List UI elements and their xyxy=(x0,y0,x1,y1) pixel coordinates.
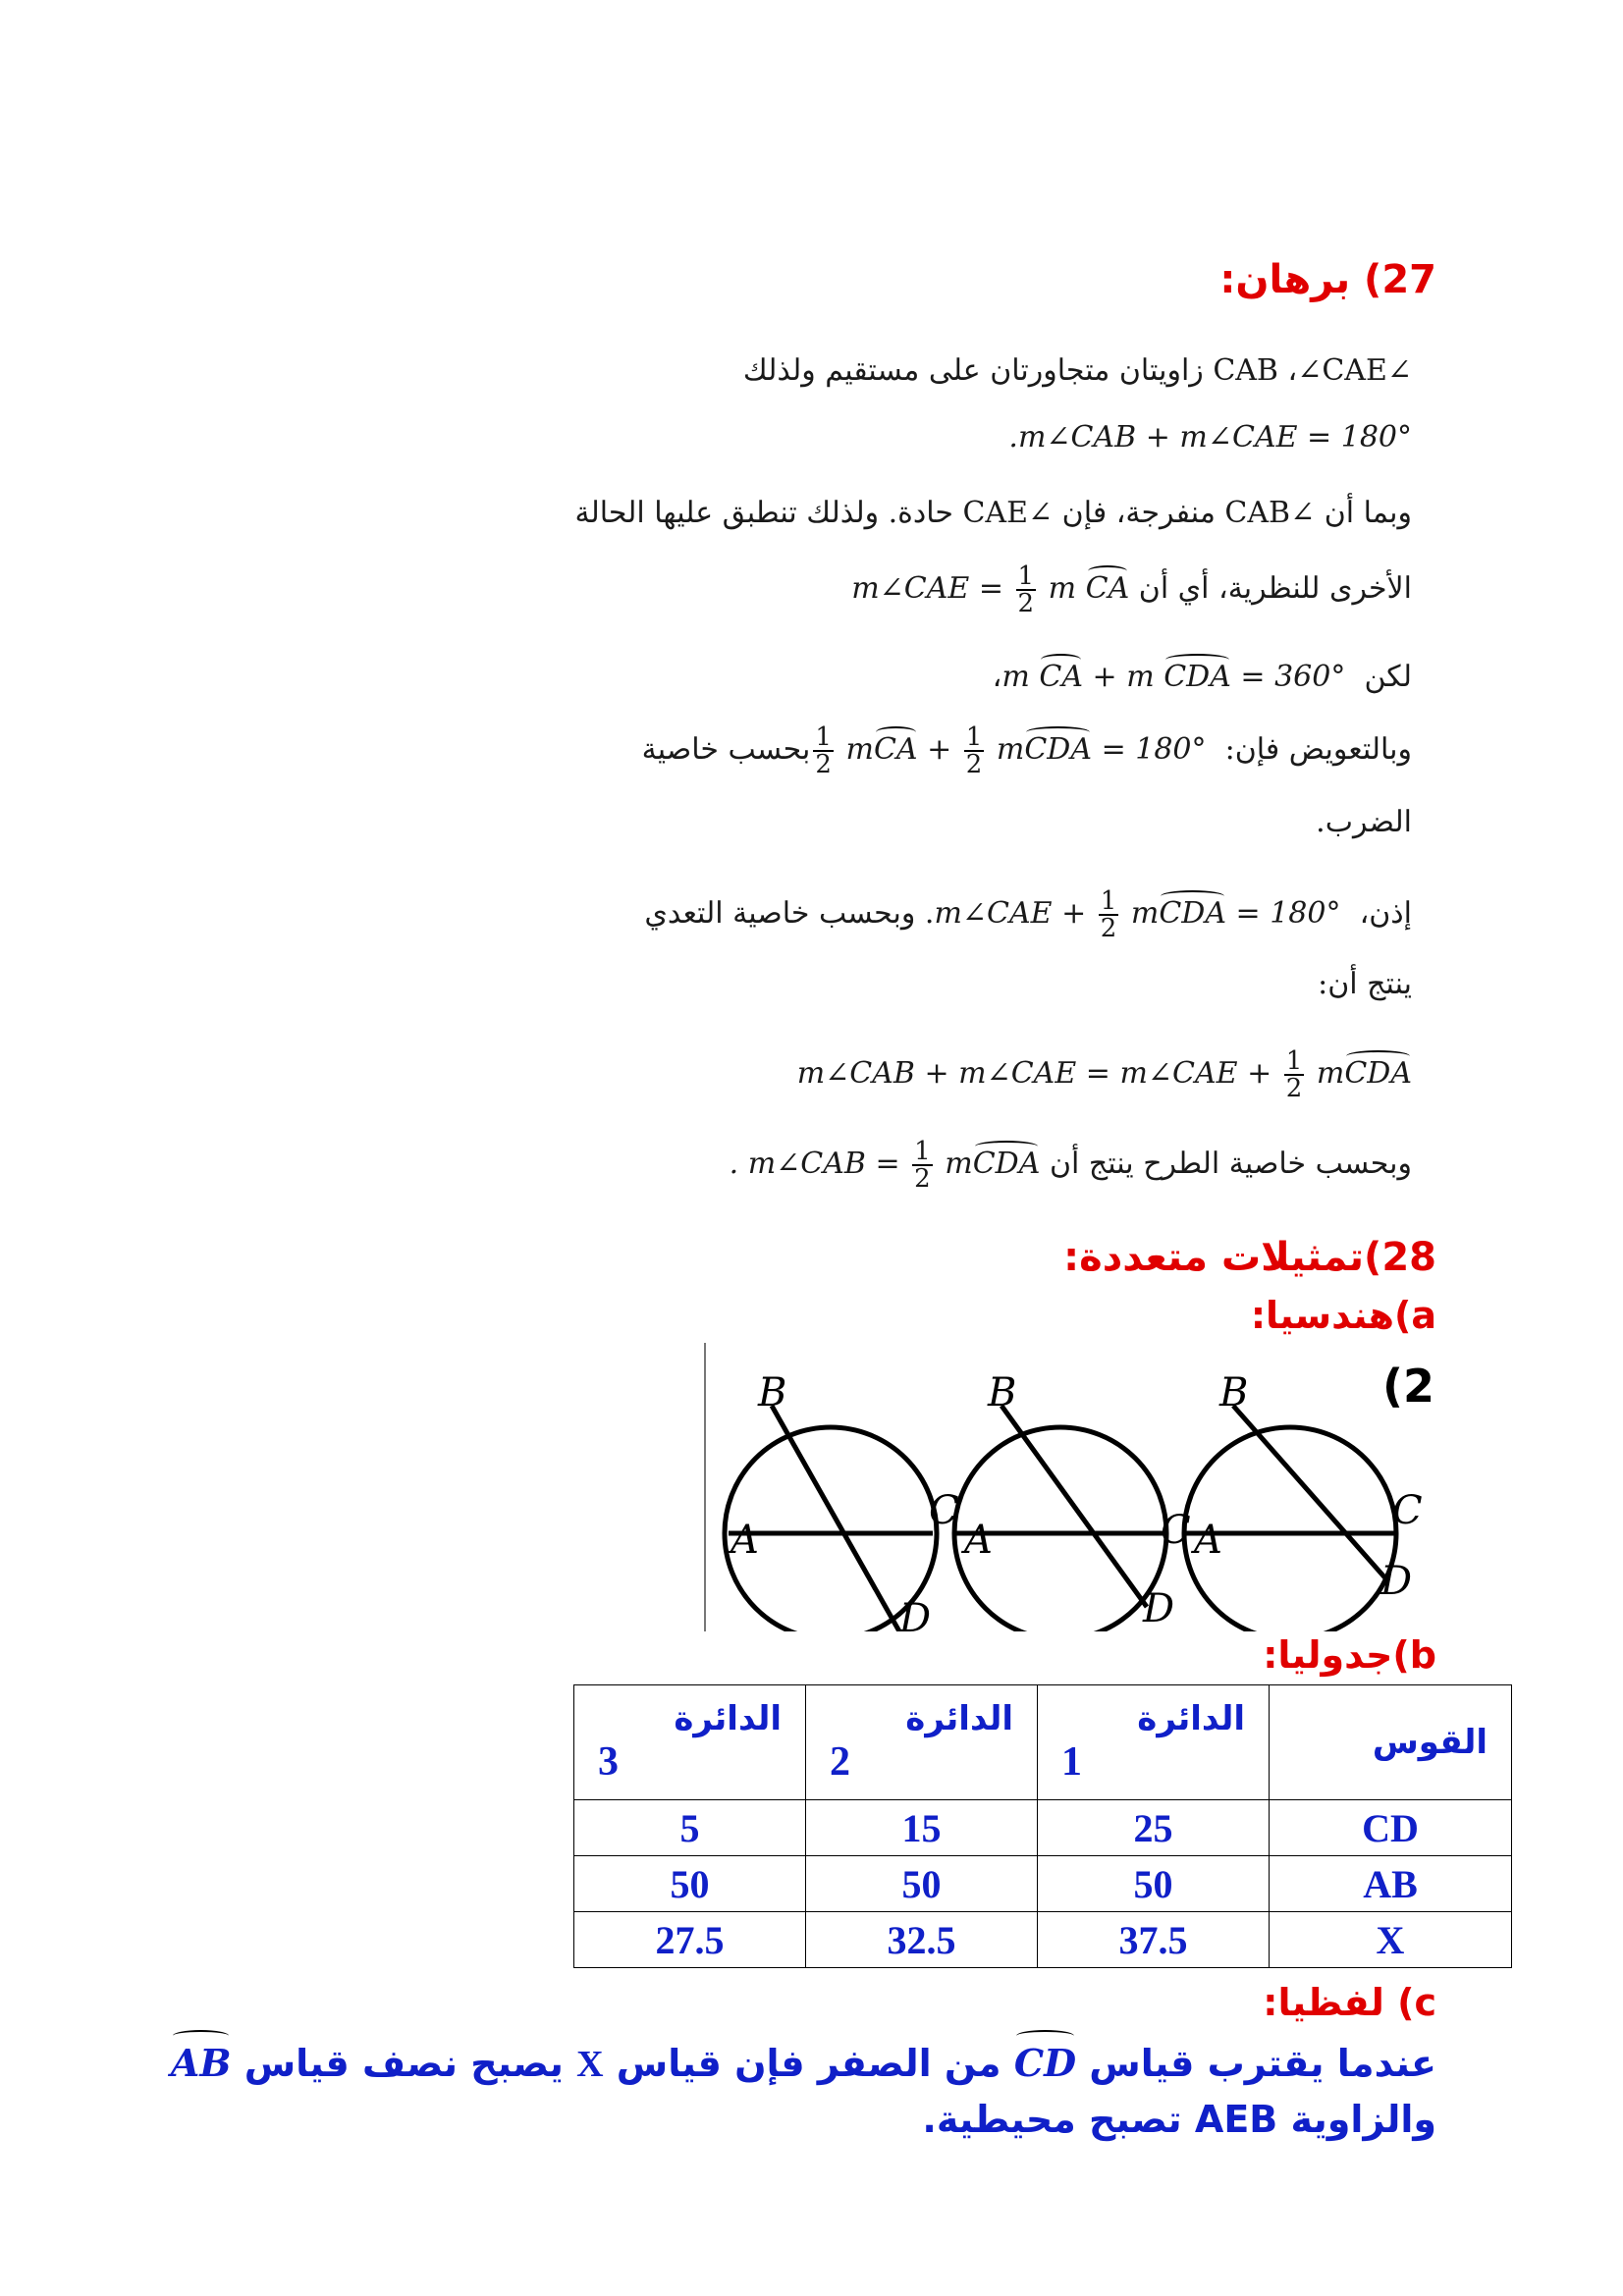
proof-line-11-math: . m∠CAB = $\frac{1}{2}$ mCDA xyxy=(729,1137,1041,1194)
arc-cd: CD xyxy=(1014,2036,1076,2091)
arc-table xyxy=(573,1684,1512,1968)
header-circle-1: الدائرة 1 xyxy=(1038,1685,1270,1800)
q28-part-c: c) لفظيا: xyxy=(1263,1981,1436,2024)
arc-cda: CDA xyxy=(1163,660,1231,694)
table-cell: AB xyxy=(1269,1856,1511,1912)
proof-line-6-end: بحسب خاصية xyxy=(641,732,811,767)
proof-line-8-text: إذن، xyxy=(1359,896,1412,931)
label-c-2: C xyxy=(1161,1508,1191,1553)
proof-line-5: لكن m CA + m CDA = 360° ، xyxy=(992,660,1412,694)
proof-line-4 xyxy=(851,563,1412,616)
proof-line-1: ∠CAB ،∠CAE زاويتان متجاورتان على مستقيم ولذلك xyxy=(742,353,1412,388)
proof-line-5-math: m CA + m CDA = 360° xyxy=(1001,660,1346,694)
table-cell: 15 xyxy=(806,1800,1038,1856)
figure-number: (2 xyxy=(1382,1360,1435,1413)
label-a-1: A xyxy=(730,1518,759,1563)
arc-ab: AB xyxy=(171,2036,232,2091)
proof-line-8 xyxy=(644,888,1412,941)
label-d-2: D xyxy=(1143,1586,1175,1631)
proof-line-11-text: وبحسب خاصية الطرح ينتج أن xyxy=(1049,1147,1412,1181)
verbal-answer xyxy=(160,2036,1436,2147)
table-cell: 37.5 xyxy=(1038,1912,1270,1968)
table-cell: 27.5 xyxy=(574,1912,806,1968)
header-circle-3: الدائرة 3 xyxy=(574,1685,806,1800)
table-cell: CD xyxy=(1269,1800,1511,1856)
proof-line-4-text: الأخرى للنظرية، أي أن xyxy=(1138,571,1412,606)
label-d-3: D xyxy=(1380,1559,1413,1604)
m-label: m xyxy=(1048,571,1077,606)
label-d-1: D xyxy=(899,1596,932,1631)
table-cell: X xyxy=(1269,1912,1511,1968)
proof-line-5-text: لكن xyxy=(1364,660,1412,694)
x-symbol: X xyxy=(576,2044,604,2085)
table-cell: 50 xyxy=(806,1856,1038,1912)
proof-line-4-math xyxy=(851,561,1130,618)
header-arc: القوس xyxy=(1269,1685,1511,1800)
proof-line-6-math: $\frac{1}{2}$ mCA + $\frac{1}{2}$ mCDA = 180° xyxy=(815,722,1207,779)
proof-line-7: الضرب. xyxy=(1316,805,1412,839)
label-b-2: B xyxy=(988,1370,1017,1415)
table-cell: 25 xyxy=(1038,1800,1270,1856)
label-b-3: B xyxy=(1219,1370,1249,1415)
proof-line-8-end: . وبحسب خاصية التعدي xyxy=(644,896,935,931)
table-cell: 50 xyxy=(1038,1856,1270,1912)
arc-ca-2: CA xyxy=(1039,660,1083,694)
verbal-line-1: عندما يقترب قياس CD من الصفر فإن قياس X يصبح نصف قياس AB xyxy=(160,2036,1436,2092)
proof-line-3: وبما أن ∠CAB منفرجة، فإن ∠CAE حادة. ولذلك تنطبق عليها الحالة xyxy=(574,496,1412,530)
arc-ca: CA xyxy=(1085,571,1130,606)
label-c-3: C xyxy=(1392,1488,1423,1533)
table-cell: 5 xyxy=(574,1800,806,1856)
table-header-row xyxy=(574,1685,1512,1800)
table-cell: 50 xyxy=(574,1856,806,1912)
q28-part-a: a)هندسيا: xyxy=(1250,1294,1436,1337)
table-row xyxy=(574,1856,1512,1912)
q28-heading: 28)تمثيلات متعددة: xyxy=(1063,1235,1436,1280)
verbal-line-2: والزاوية AEB تصبح محيطية. xyxy=(922,2098,1436,2141)
q27-heading: 27) برهان: xyxy=(1219,257,1436,302)
table-cell: 32.5 xyxy=(806,1912,1038,1968)
proof-line-8-math: m∠CAE + $\frac{1}{2}$ mCDA = 180° xyxy=(934,886,1341,943)
proof-line-6 xyxy=(642,724,1412,777)
proof-line-11 xyxy=(730,1139,1412,1192)
label-c-1: C xyxy=(929,1488,959,1533)
label-a-3: A xyxy=(1194,1518,1222,1563)
proof-line-6-text: وبالتعويض فإن: xyxy=(1224,732,1412,767)
circles-figure xyxy=(703,1337,1441,1631)
table-row xyxy=(574,1800,1512,1856)
m-cae: m∠CAE = xyxy=(851,571,1003,606)
label-a-2: A xyxy=(964,1518,993,1563)
header-circle-2: الدائرة 2 xyxy=(806,1685,1038,1800)
half-fraction: $\frac{1}{2}$ xyxy=(1017,561,1035,618)
proof-line-9: ينتج أن: xyxy=(1318,967,1412,1001)
q28-part-b: b)جدوليا: xyxy=(1263,1633,1436,1677)
proof-line-2: .m∠CAB + m∠CAE = 180° xyxy=(1008,420,1412,454)
proof-line-10: m∠CAB + m∠CAE = m∠CAE + $\frac{1}{2}$ mCDA xyxy=(796,1046,1412,1103)
label-b-1: B xyxy=(758,1370,787,1415)
table-row xyxy=(574,1912,1512,1968)
